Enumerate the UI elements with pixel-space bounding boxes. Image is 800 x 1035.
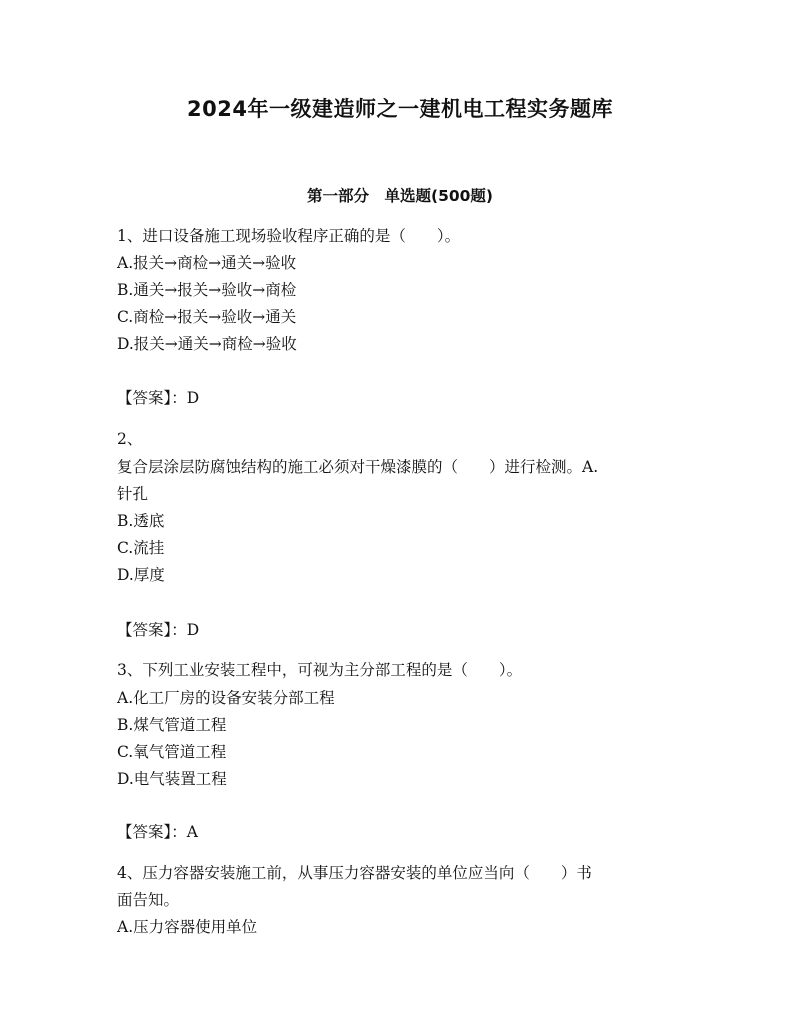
question-3-answer: 【答案】：A (117, 823, 198, 841)
question-3-option-a: A.化工厂房的设备安装分部工程 (117, 689, 335, 707)
question-2-option-c: C.流挂 (117, 539, 165, 557)
question-1-option-c: C.商检→报关→验收→通关 (117, 308, 297, 326)
question-3-option-b: B.煤气管道工程 (117, 716, 227, 734)
question-1-answer: 【答案】：D (117, 389, 200, 407)
question-3-option-c: C.氧气管道工程 (117, 743, 227, 761)
question-2-option-b: B.透底 (117, 512, 165, 530)
question-2-answer: 【答案】：D (117, 621, 200, 639)
question-2-stem-line2: 针孔 (117, 485, 149, 503)
question-4-stem-line2: 面告知。 (117, 891, 180, 909)
question-2-stem-line1: 复合层涂层防腐蚀结构的施工必须对干燥漆膜的（ ）进行检测。A. (117, 458, 599, 476)
question-2-number: 2、 (117, 430, 143, 448)
question-4-option-a: A.压力容器使用单位 (117, 918, 258, 936)
question-1-option-d: D.报关→通关→商检→验收 (117, 335, 297, 353)
question-1-option-b: B.通关→报关→验收→商检 (117, 281, 297, 299)
question-2-option-d: D.厚度 (117, 566, 165, 584)
section-heading: 第一部分 单选题(500题) (306, 187, 494, 205)
question-3-stem: 3、下列工业安装工程中，可视为主分部工程的是（ ）。 (117, 661, 523, 679)
question-1-option-a: A.报关→商检→通关→验收 (117, 254, 297, 272)
question-3-option-d: D.电气装置工程 (117, 770, 227, 788)
document-title: 2024年一级建造师之一建机电工程实务题库 (187, 97, 613, 121)
question-1-stem: 1、进口设备施工现场验收程序正确的是（ ）。 (117, 227, 461, 245)
question-4-stem-line1: 4、压力容器安装施工前，从事压力容器安装的单位应当向（ ）书 (117, 864, 592, 882)
